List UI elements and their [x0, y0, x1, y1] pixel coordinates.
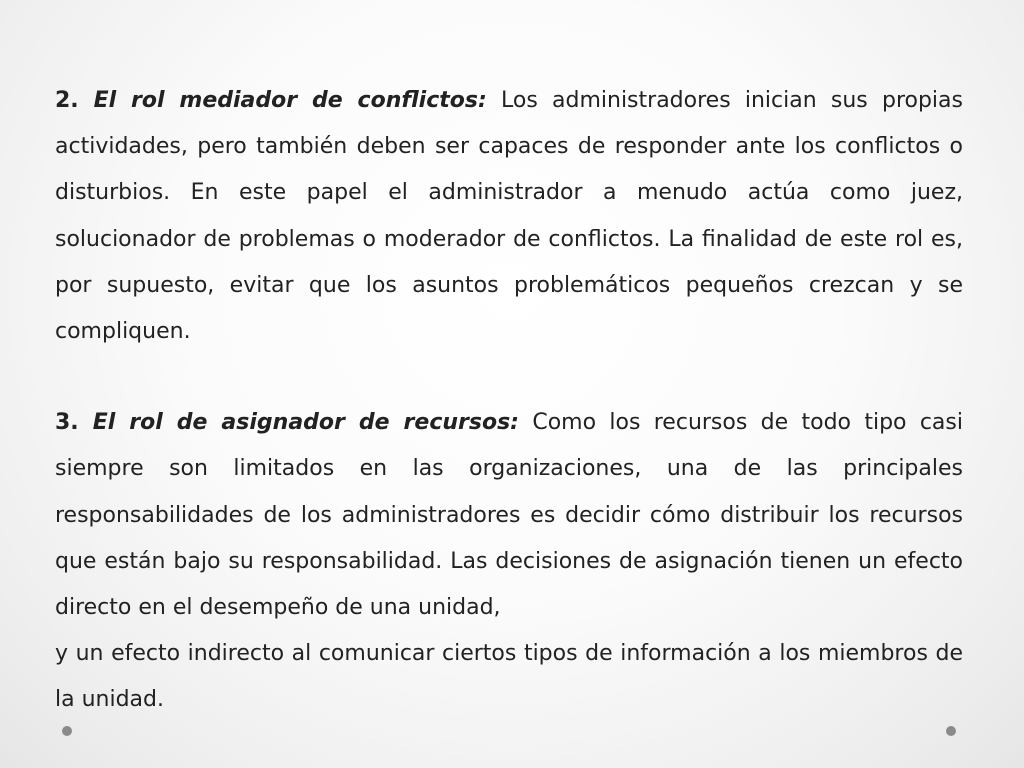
- heading-text: El rol mediador de conflictos:: [93, 88, 487, 113]
- paragraph-heading: [55, 410, 519, 435]
- paragraph-number: 2.: [55, 88, 79, 113]
- paragraph-body: Los administradores inician sus propias actividades, pero también deben ser capaces de responder ante los conflictos o disturbios. En este papel el administrador a menudo actúa como juez, solucionador de problemas o moderador de conflictos. La finalidad de este rol es, por supuesto, evitar que los asuntos problemáticos pequeños crezcan y se compliquen.: [55, 88, 963, 345]
- paragraph-continuation: [55, 631, 963, 723]
- bullet-dot-icon: [946, 726, 956, 736]
- paragraph-mediator-role: [55, 78, 963, 355]
- paragraph-heading: [55, 88, 487, 113]
- bullet-dot-icon: [62, 726, 72, 736]
- paragraph-body: Como los recursos de todo tipo casi siempre son limitados en las organizaciones, una de las principales responsabilidades de los administradores es decidir cómo distribuir los recursos que están bajo su responsabilidad. Las decisiones de asignación tienen un efecto directo en el desempeño de una unidad,: [55, 410, 963, 621]
- slide-content: [55, 78, 963, 724]
- paragraph-body-continued: y un efecto indirecto al comunicar ciertos tipos de información a los miembros de la unidad.: [55, 641, 963, 713]
- paragraph-number: 3.: [55, 410, 79, 436]
- heading-text: El rol de asignador de recursos:: [92, 410, 519, 436]
- paragraph-resource-allocator-role: [55, 400, 963, 631]
